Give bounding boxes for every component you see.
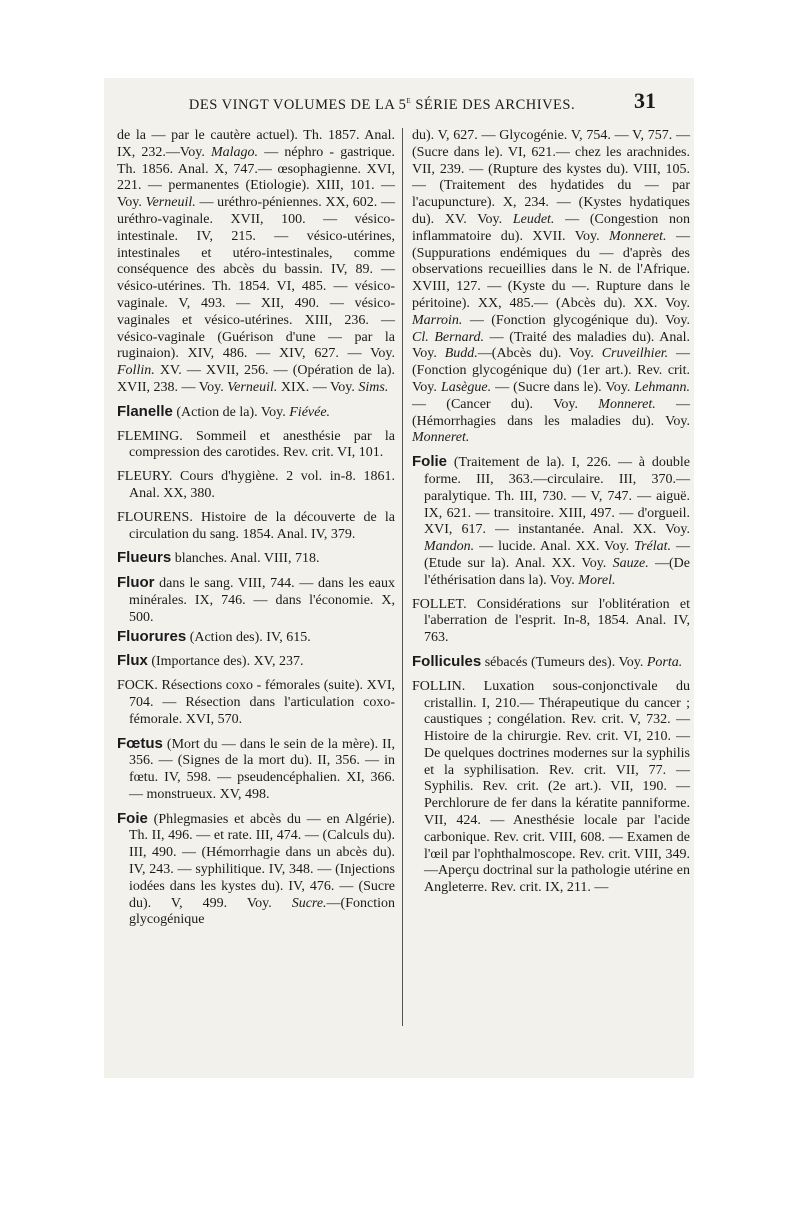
entry-fleury: FLEURY. Cours d'hygiène. 2 vol. in-8. 1861. Anal. XX, 380. <box>117 469 395 501</box>
entry-flueurs: Flueurs blanches. Anal. VIII, 718. <box>117 549 320 567</box>
entry-folie: Folie (Traitement de la). I, 226. — à double forme. III, 363.—circulaire. III, 370.— paralytique. Th. III, 730. — V, 747. — aiguë. IX, 621. — transitoire. XIII, 497. — d'orgueil. XVI, 617. — instantanée. Anal. XX. Voy. Mandon. — lucide. Anal. XX. Voy. Trélat. — (Etude sur la). Anal. XX. Voy. Sauze. —(De l'éthérisation dans la). Voy. Morel. <box>412 453 691 588</box>
entry-fleming: FLEMING. Sommeil et anesthésie par la compression des carotides. Rev. crit. VI, 101. <box>117 428 395 461</box>
right-column <box>412 128 690 904</box>
entry-foie-cont: du). V, 627. — Glycogénie. V, 754. — V, 757. — (Sucre dans le). VI, 621.— chez les arachnides. VII, 239. — (Rupture des kystes du). VIII, 105. — (Traitement des hydatides du — par l'acupuncture). X, 234. — (Kystes hydatiques du). XV. Voy. Leudet. — (Congestion non inflammatoire du). XVII. Voy. Monneret. — (Suppurations endémiques du — d'après des observations recueillies dans le N. de l'Afrique. XVIII, 127. — (Kyste du —. Rupture dans le péritoine). XX, 485.— (Abcès du). XX. Voy. Marroin. — (Fonction glycogénique du). Voy. Cl. Bernard. — (Traité des maladies du). Anal. Voy. Budd.—(Abcès du). Voy. Cruveilhier. — (Fonction glycogénique du) (1er art.). Rev. crit. Voy. Lasègue. — (Sucre dans le). Voy. Lehmann. — (Cancer du). Voy. Monneret. — (Hémorrhagies dans les maladies du). Voy. Monneret. <box>412 128 691 446</box>
entry-fluor: Fluor dans le sang. VIII, 744. — dans les eaux minérales. IX, 746. — dans l'économie. X, 500. <box>117 574 395 625</box>
entry-flanelle: Flanelle (Action de la). Voy. Fiévée. <box>117 402 331 420</box>
entry-fock: FOCK. Résections coxo - fémorales (suite). XVI, 704. — Résection dans l'articulation coxo-fémorale. XVI, 570. <box>117 678 395 727</box>
column-divider <box>402 128 403 1026</box>
entry-fistules-cont: de la — par le cautère actuel). Th. 1857. Anal. IX, 232.—Voy. Malago. — néphro - gastrique. Th. 1856. Anal. X, 747.— œsophagienne. XVI, 221. — permanentes (Etiologie). XIII, 101. — Voy. Verneuil. — uréthro-péniennes. XX, 602. — uréthro-vaginale. XVII, 100. — vésico-intestinale. IV, 215. — vésico-utérines, intestinales et utéro-intestinales, comme conséquence des abcès du bassin. IV, 89. — vésico-utérines. Th. 1854. VI, 485. — vésico-vaginale. V, 493. — XII, 490. — vésico-vaginales et vésico-utérines. XIII, 236. — vésico-vaginale (Guérison d'une — par la ruginaion). XIV, 486. — XIV, 627. — Voy. Follin. XV. — XVII, 256. — (Opération de la). XVII, 238. — Voy. Verneuil. XIX. — Voy. Sims. <box>117 128 396 395</box>
entry-follet: FOLLET. Considérations sur l'oblitération et l'aberration de l'esprit. In-8, 1854. Anal. IV, 763. <box>412 596 690 646</box>
entry-foetus: Fœtus (Mort du — dans le sein de la mère). II, 356. — (Signes de la mort du). II, 356. — in fœtu. IV, 598. — pseudencéphalien. XI, 366. — monstrueux. XV, 498. <box>117 734 395 802</box>
page-number: 31 <box>634 88 656 113</box>
entry-foie: Foie (Phlegmasies et abcès du — en Algérie). Th. II, 496. — et rate. III, 474. — (Calculs du). III, 490. — (Hémorrhagie dans un abcès du). IV, 243. — syphilitique. IV, 348. — (Injections iodées dans les kystes du). IV, 476. — (Sucre du). V, 499. Voy. Sucre.—(Fonction glycogénique <box>117 809 395 928</box>
running-head: DES VINGT VOLUMES DE LA 5e SÉRIE DES ARCHIVES. <box>188 95 576 113</box>
left-column <box>117 128 395 936</box>
entry-follin: FOLLIN. Luxation sous-conjonctivale du cristallin. I, 210.— Thérapeutique du cancer ; caustiques ; congélation. Rev. crit. V, 732. — Histoire de la chirurgie. Rev. crit. VI, 210. — De quelques doctrines modernes sur la syphilis et la syphilisation. Rev. crit. VII, 77. — Syphilis. Rev. crit. (2e art.). VII, 190. — Perchlorure de fer dans la kératite panniforme. VII, 424. — Anesthésie locale par l'acide carbonique. Rev. crit. VIII, 608. — Examen de l'œil par l'ophthalmoscope. Rev. crit. VIII, 349.—Aperçu doctrinal sur la pathologie utérine en Angleterre. Rev. crit. IX, 211. — <box>412 678 690 896</box>
entry-flux: Flux (Importance des). XV, 237. <box>117 652 304 670</box>
entry-flourens: FLOURENS. Histoire de la découverte de la circulation du sang. 1854. Anal. IV, 379. <box>117 509 395 542</box>
entry-follicules: Follicules sébacés (Tumeurs des). Voy. Porta. <box>412 652 683 670</box>
entry-fluorures: Fluorures (Action des). IV, 615. <box>117 627 311 645</box>
